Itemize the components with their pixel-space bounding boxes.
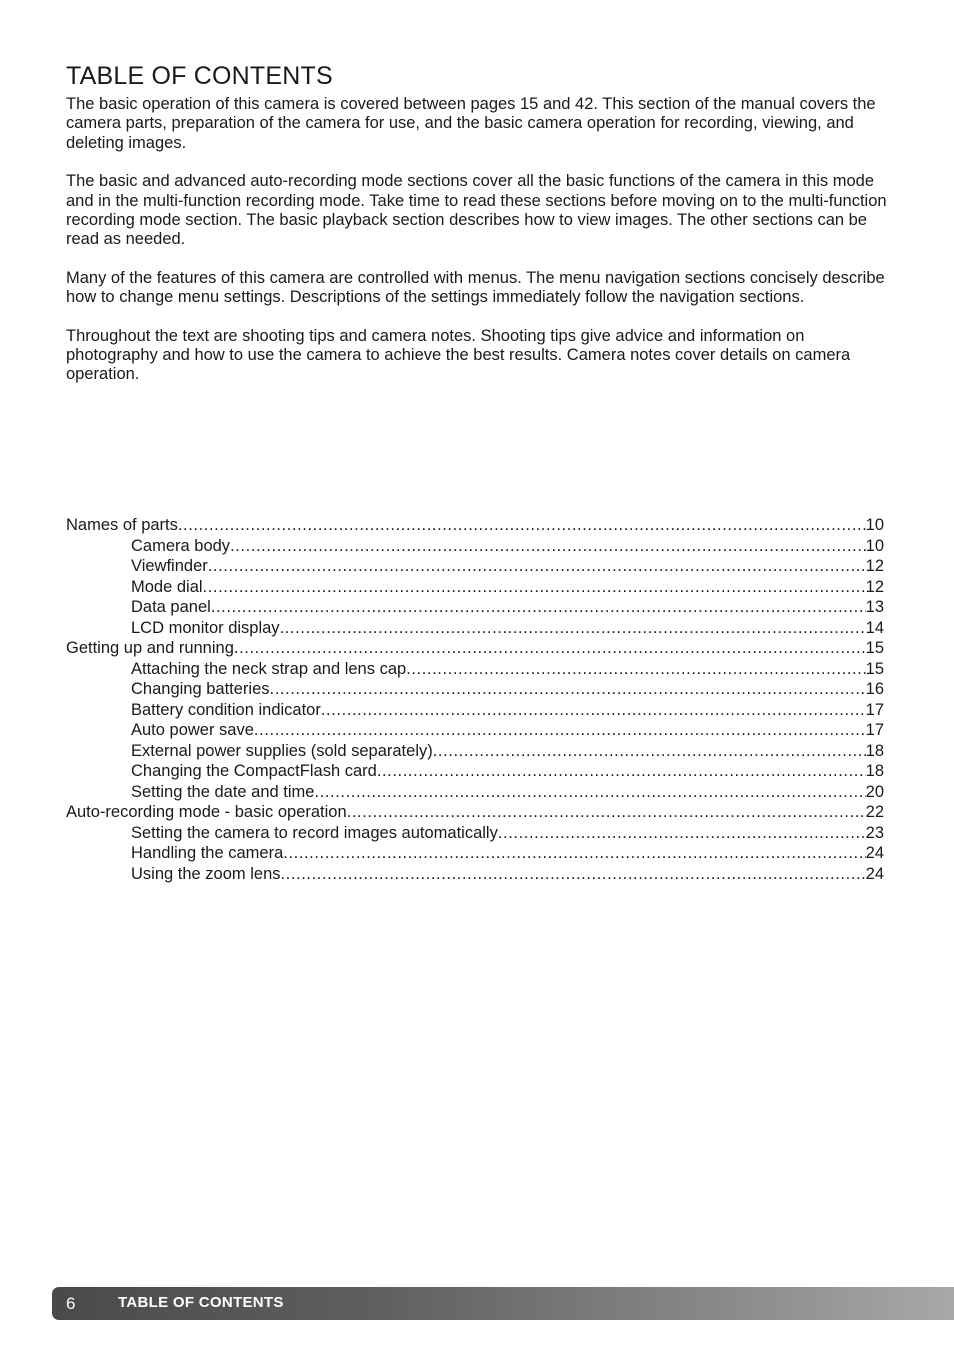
toc-leader-dots — [234, 638, 866, 659]
toc-entry-page: 13 — [865, 598, 884, 616]
toc-entry-page: 12 — [865, 577, 884, 596]
toc-entry-label: Changing batteries — [131, 680, 270, 698]
toc-subsection-entry[interactable] — [66, 536, 884, 557]
toc-entry-page: 17 — [865, 721, 884, 739]
toc-entry-label: Data panel — [131, 598, 211, 616]
toc-entry-label: Attaching the neck strap and lens cap — [131, 659, 407, 678]
toc-entry-label: Changing the CompactFlash card — [131, 762, 377, 780]
toc-entry-page: 23 — [865, 823, 884, 842]
toc-subsection-entry[interactable] — [66, 618, 884, 639]
toc-entry-label: Using the zoom lens — [131, 864, 281, 883]
toc-entry-label: Setting the camera to record images automatically — [131, 823, 498, 842]
toc-leader-dots — [203, 577, 866, 598]
toc-leader-dots — [230, 536, 866, 557]
toc-subsection-entry[interactable] — [66, 700, 884, 721]
toc-entry-page: 14 — [865, 618, 884, 637]
toc-subsection-entry[interactable] — [66, 720, 884, 741]
intro-paragraph: The basic operation of this camera is covered between pages 15 and 42. This section of the manual covers the camera parts, preparation of the camera for use, and the basic camera operation for recording, viewing, and deleting images. — [66, 95, 876, 152]
toc-entry-page: 18 — [865, 762, 884, 780]
toc-subsection-entry[interactable] — [66, 843, 884, 864]
toc-subsection-entry[interactable] — [66, 864, 884, 885]
toc-leader-dots — [347, 802, 866, 823]
toc-entry-label: Getting up and running — [66, 639, 234, 657]
intro-paragraph: The basic and advanced auto-recording mode sections cover all the basic functions of the camera in this mode and in the multi-function recording mode. Take time to read these sections before moving on to the multi-function recording mode section. The basic playback section describes how to view images. The other sections can be read as needed. — [66, 172, 887, 249]
intro-paragraph: Throughout the text are shooting tips and camera notes. Shooting tips give advice and information on photography and how to use the camera to achieve the best results. Camera notes cover details on camera operation. — [66, 326, 851, 384]
toc-subsection-entry[interactable] — [66, 556, 884, 577]
toc-entry-label: Names of parts — [66, 516, 178, 534]
toc-entry-label: Battery condition indicator — [131, 700, 321, 719]
page-title: TABLE OF CONTENTS — [66, 62, 333, 90]
toc-entry-label: Setting the date and time — [131, 782, 315, 801]
toc-leader-dots — [178, 515, 866, 536]
toc-subsection-entry[interactable] — [66, 741, 884, 762]
toc-entry-page: 10 — [865, 536, 884, 555]
toc-leader-dots — [321, 700, 866, 721]
toc-leader-dots — [211, 597, 866, 618]
toc-leader-dots — [280, 618, 866, 639]
toc-leader-dots — [406, 659, 865, 680]
toc-leader-dots — [270, 679, 866, 700]
toc-subsection-entry[interactable] — [66, 761, 884, 782]
toc-section-entry[interactable] — [66, 802, 884, 823]
toc-entry-page: 12 — [865, 557, 884, 575]
toc-entry-page: 22 — [865, 803, 884, 821]
toc-subsection-entry[interactable] — [66, 823, 884, 844]
toc-list — [66, 515, 884, 884]
toc-leader-dots — [281, 864, 866, 885]
toc-leader-dots — [314, 782, 865, 803]
toc-entry-label: Auto power save — [131, 721, 254, 739]
footer-page-number: 6 — [66, 1294, 76, 1313]
toc-leader-dots — [377, 761, 866, 782]
toc-leader-dots — [283, 843, 865, 864]
toc-leader-dots — [433, 741, 866, 762]
intro-text — [66, 95, 888, 404]
footer-bar — [52, 1287, 954, 1320]
toc-section-entry[interactable] — [66, 638, 884, 659]
toc-entry-label: Handling the camera — [131, 844, 284, 862]
toc-entry-label: Camera body — [131, 536, 231, 555]
toc-subsection-entry[interactable] — [66, 659, 884, 680]
toc-entry-page: 24 — [865, 844, 884, 862]
toc-entry-page: 20 — [865, 782, 884, 801]
toc-subsection-entry[interactable] — [66, 679, 884, 700]
toc-leader-dots — [208, 556, 866, 577]
toc-entry-label: External power supplies (sold separately) — [131, 741, 433, 760]
toc-entry-page: 10 — [865, 516, 884, 534]
toc-entry-page: 18 — [865, 741, 884, 760]
toc-section-entry[interactable] — [66, 515, 884, 536]
toc-entry-label: Auto-recording mode - basic operation — [66, 803, 347, 821]
footer-section-title: TABLE OF CONTENTS — [118, 1294, 284, 1311]
intro-paragraph: Many of the features of this camera are controlled with menus. The menu navigation sections concisely describe how to change menu settings. Descriptions of the settings immediately follow the navigation sections. — [66, 268, 885, 307]
toc-subsection-entry[interactable] — [66, 782, 884, 803]
toc-entry-page: 24 — [865, 864, 884, 883]
toc-leader-dots — [254, 720, 866, 741]
toc-entry-label: Viewfinder — [131, 557, 208, 575]
toc-subsection-entry[interactable] — [66, 597, 884, 618]
toc-entry-page: 16 — [865, 680, 884, 698]
toc-entry-label: Mode dial — [131, 577, 203, 596]
toc-entry-page: 17 — [865, 700, 884, 719]
toc-entry-page: 15 — [865, 639, 884, 657]
toc-leader-dots — [498, 823, 866, 844]
toc-subsection-entry[interactable] — [66, 577, 884, 598]
toc-entry-page: 15 — [865, 659, 884, 678]
toc-entry-label: LCD monitor display — [131, 618, 280, 637]
